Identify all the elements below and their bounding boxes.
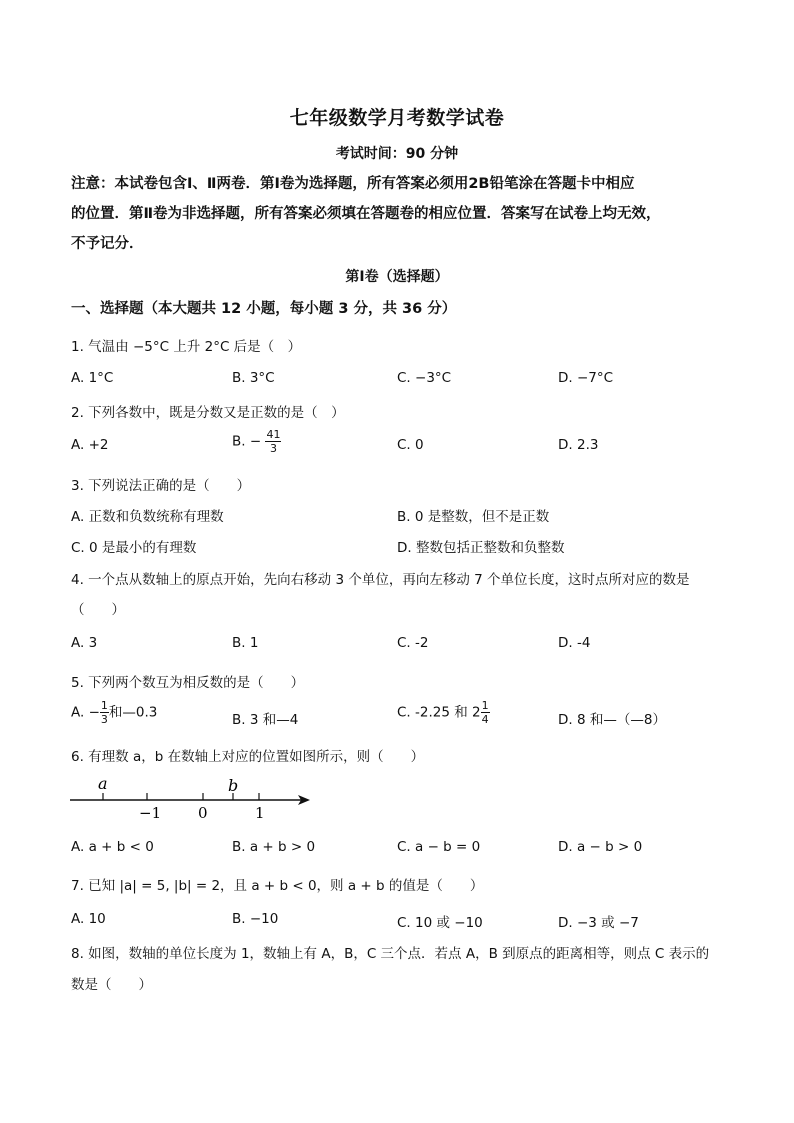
q6-option-a: A. a + b < 0 [71, 839, 154, 855]
q2-option-c: C. 0 [397, 437, 424, 453]
part-title: 一、选择题（本大题共 12 小题，每小题 3 分，共 36 分） [71, 301, 457, 317]
q6-option-d: D. a − b > 0 [558, 839, 643, 855]
q2-option-b: B. − $\frac{41}{3}$ [232, 428, 281, 455]
number-line-figure [68, 772, 318, 824]
question-4-stem-cont: （ ） [71, 602, 125, 618]
q3-option-a: A. 正数和负数统称有理数 [71, 509, 224, 525]
section-title: 第Ⅰ卷（选择题） [345, 269, 449, 285]
q1-option-b: B. 3°C [232, 370, 275, 386]
question-5-stem: 5. 下列两个数互为相反数的是（ ） [71, 675, 305, 691]
q2-option-a: A. +2 [71, 437, 109, 453]
exam-time: 考试时间：90 分钟 [335, 146, 459, 162]
notice-line-2: 的位置．第Ⅱ卷为非选择题，所有答案必须填在答题卷的相应位置．答案写在试卷上均无效， [71, 206, 661, 222]
question-3-stem: 3. 下列说法正确的是（ ） [71, 478, 251, 494]
q4-option-a: A. 3 [71, 635, 98, 651]
q1-option-c: C. −3°C [397, 370, 452, 386]
notice-line-3: 不予记分． [71, 236, 144, 252]
q5-option-b: B. 3 和—4 [232, 712, 299, 728]
q5-option-c: C. -2.25 和 2 $\frac{1}{4}$ [397, 699, 489, 726]
q6-option-c: C. a − b = 0 [397, 839, 481, 855]
notice-line-1: 注意：本试卷包含Ⅰ、Ⅱ两卷．第Ⅰ卷为选择题，所有答案必须用2B铅笔涂在答题卡中相应 [71, 176, 635, 192]
q7-option-d: D. −3 或 −7 [558, 915, 639, 931]
question-4-stem: 4. 一个点从数轴上的原点开始，先向右移动 3 个单位，再向左移动 7 个单位长度，这时点所对应的数是 [71, 572, 690, 588]
label-0: 0 [198, 804, 208, 822]
label-minus-1: −1 [139, 804, 162, 822]
q4-option-c: C. -2 [397, 635, 429, 651]
q1-option-d: D. −7°C [558, 370, 614, 386]
question-2-stem: 2. 下列各数中，既是分数又是正数的是（ ） [71, 405, 345, 421]
page-title: 七年级数学月考数学试卷 [289, 107, 505, 129]
q5-option-a: A. − $\frac{1}{3}$ 和—0.3 [71, 699, 158, 726]
label-a: a [98, 774, 108, 793]
q6-option-b: B. a + b > 0 [232, 839, 316, 855]
q5-option-d: D. 8 和—（—8） [558, 712, 666, 728]
q7-option-b: B. −10 [232, 911, 279, 927]
question-6-stem: 6. 有理数 a，b 在数轴上对应的位置如图所示，则（ ） [71, 749, 425, 765]
label-1: 1 [255, 804, 265, 822]
label-b: b [228, 776, 239, 795]
q3-option-c: C. 0 是最小的有理数 [71, 540, 197, 556]
q1-option-a: A. 1°C [71, 370, 114, 386]
q7-option-c: C. 10 或 −10 [397, 915, 483, 931]
q7-option-a: A. 10 [71, 911, 106, 927]
question-1-stem: 1. 气温由 −5°C 上升 2°C 后是（ ） [71, 339, 302, 355]
q2-option-d: D. 2.3 [558, 437, 599, 453]
q3-option-d: D. 整数包括正整数和负整数 [397, 540, 565, 556]
q2-frac-den: 3 [269, 442, 277, 455]
q4-option-d: D. -4 [558, 635, 591, 651]
question-8-stem-cont: 数是（ ） [71, 977, 152, 993]
question-8-stem: 8. 如图，数轴的单位长度为 1，数轴上有 A，B，C 三个点．若点 A，B 到原点的距离相等，则点 C 表示的 [71, 946, 710, 962]
q3-option-b: B. 0 是整数，但不是正数 [397, 509, 550, 525]
question-7-stem: 7. 已知 |a| = 5, |b| = 2，且 a + b < 0，则 a + b 的值是（ ） [71, 878, 484, 894]
q4-option-b: B. 1 [232, 635, 259, 651]
q2-frac-num: 41 [266, 428, 281, 441]
